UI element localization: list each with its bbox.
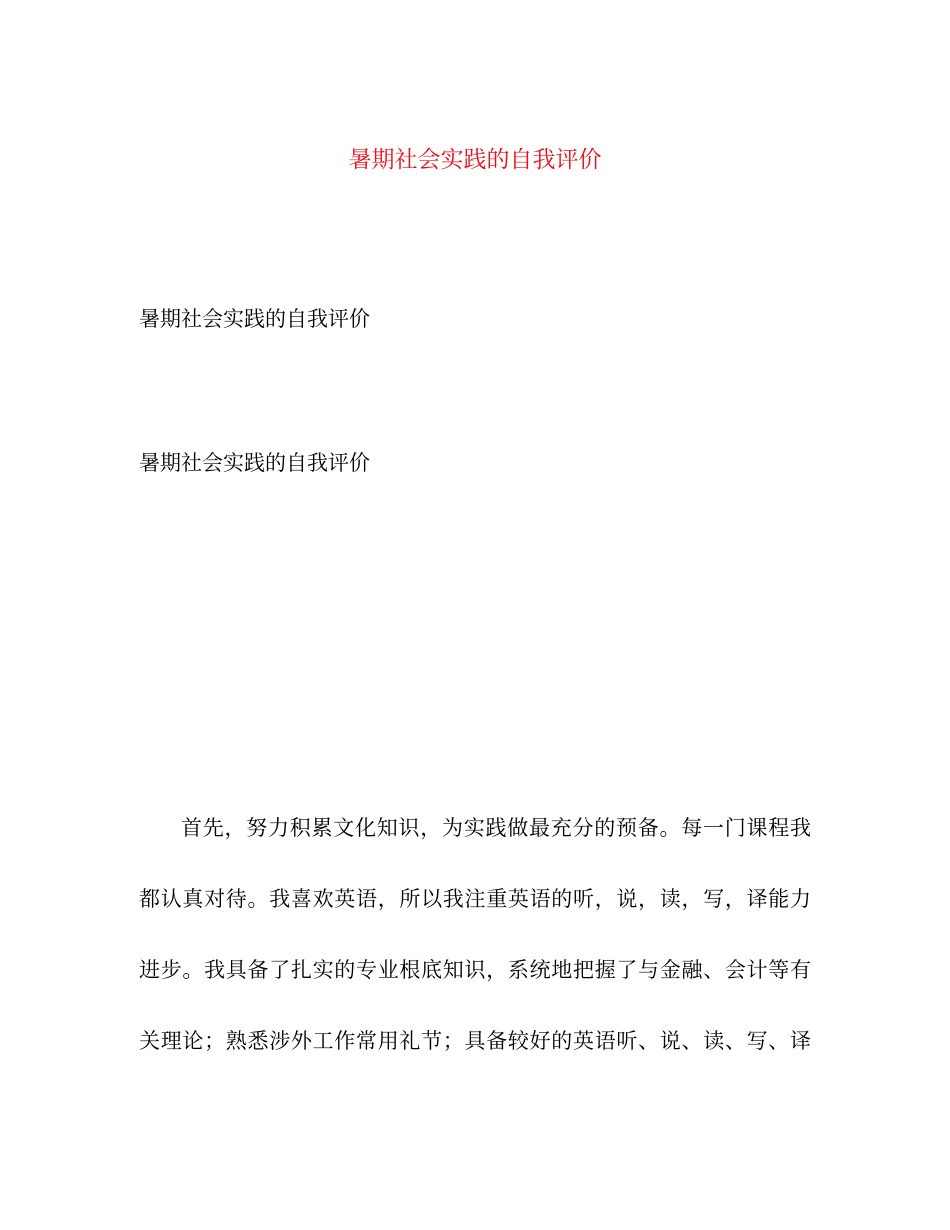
section-heading: 暑期社会实践的自我评价 <box>139 307 370 331</box>
paragraph-line: 首先，努力积累文化知识，为实践做最充分的预备。每一门课程我 <box>181 816 811 840</box>
paragraph-line: 关理论；熟悉涉外工作常用礼节；具备较好的英语听、说、读、写、译 <box>139 1029 811 1053</box>
section-heading: 暑期社会实践的自我评价 <box>139 451 370 475</box>
paragraph-line: 进步。我具备了扎实的专业根底知识，系统地把握了与金融、会计等有 <box>139 958 811 982</box>
document-title: 暑期社会实践的自我评价 <box>348 147 602 173</box>
paragraph-line: 都认真对待。我喜欢英语，所以我注重英语的听，说，读，写，译能力 <box>139 887 811 911</box>
